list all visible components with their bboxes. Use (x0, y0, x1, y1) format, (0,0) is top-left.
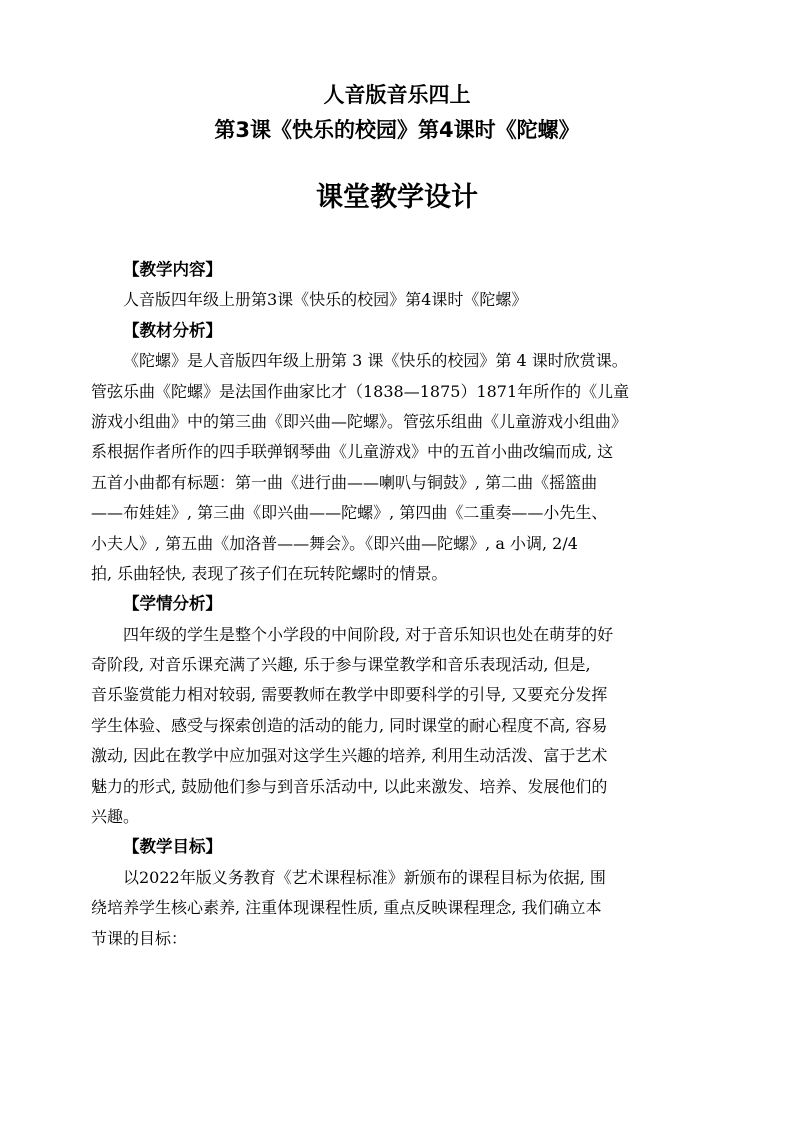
paragraph-line: 《陀螺》是人音版四年级上册第 3 课《快乐的校园》第 4 课时欣赏课。 (123, 351, 628, 371)
document-body (91, 255, 702, 954)
paragraph-line: 绕培养学生核心素养, 注重体现课程性质, 重点反映课程理念, 我们确立本 (91, 898, 602, 918)
paragraph-line: 游戏小组曲》中的第三曲《即兴曲—陀螺》。管弦乐组曲《儿童游戏小组曲》 (91, 411, 628, 431)
paragraph-line: 节课的目标： (91, 928, 188, 948)
paragraph-line: 四年级的学生是整个小学段的中间阶段, 对于音乐知识也处在萌芽的好 (123, 624, 614, 644)
document-title-line-2: 第3课《快乐的校园》第4课时《陀螺》 (214, 118, 580, 142)
section-heading-teaching-objectives: 【教学目标】 (123, 837, 222, 857)
paragraph-line: 管弦乐曲《陀螺》是法国作曲家比才（1838—1875）1871年所作的《儿童 (91, 381, 630, 401)
document-main-title: 课堂教学设计 (316, 182, 478, 213)
paragraph-line: 兴趣。 (91, 807, 140, 827)
section-heading-student-analysis: 【学情分析】 (123, 594, 222, 614)
paragraph-line: 奇阶段, 对音乐课充满了兴趣, 乐于参与课堂教学和音乐表现活动, 但是, (91, 655, 591, 675)
paragraph-line: 以2022年版义务教育《艺术课程标准》新颁布的课程目标为依据, 围 (123, 867, 606, 887)
paragraph-line: 小夫人》, 第五曲《加洛普——舞会》。《即兴曲—陀螺》, a 小调, 2/4 (91, 533, 578, 553)
paragraph-line: 激动, 因此在教学中应加强对这学生兴趣的培养, 利用生动活泼、富于艺术 (91, 746, 608, 766)
paragraph-line: 人音版四年级上册第3课《快乐的校园》第4课时《陀螺》 (123, 290, 528, 310)
paragraph-line: 系根据作者所作的四手联弹钢琴曲《儿童游戏》中的五首小曲改编而成, 这 (91, 442, 614, 462)
document-title-line-1: 人音版音乐四上 (323, 83, 471, 107)
section-heading-teaching-content: 【教学内容】 (123, 260, 222, 279)
paragraph-line: 学生体验、感受与探索创造的活动的能力, 同时课堂的耐心程度不高, 容易 (91, 715, 608, 735)
paragraph-line: 五首小曲都有标题：第一曲《进行曲——喇叭与铜鼓》, 第二曲《摇篮曲 (91, 472, 598, 492)
paragraph-line: ——布娃娃》, 第三曲《即兴曲——陀螺》, 第四曲《二重奏——小先生、 (91, 503, 608, 523)
paragraph-line: 拍, 乐曲轻快, 表现了孩子们在玩转陀螺时的情景。 (91, 563, 448, 583)
section-heading-textbook-analysis: 【教材分析】 (123, 320, 222, 340)
paragraph-line: 音乐鉴赏能力相对较弱, 需要教师在教学中即要科学的引导, 又要充分发挥 (91, 685, 608, 705)
paragraph-line: 魅力的形式, 鼓励他们参与到音乐活动中, 以此来激发、培养、发展他们的 (91, 776, 608, 796)
